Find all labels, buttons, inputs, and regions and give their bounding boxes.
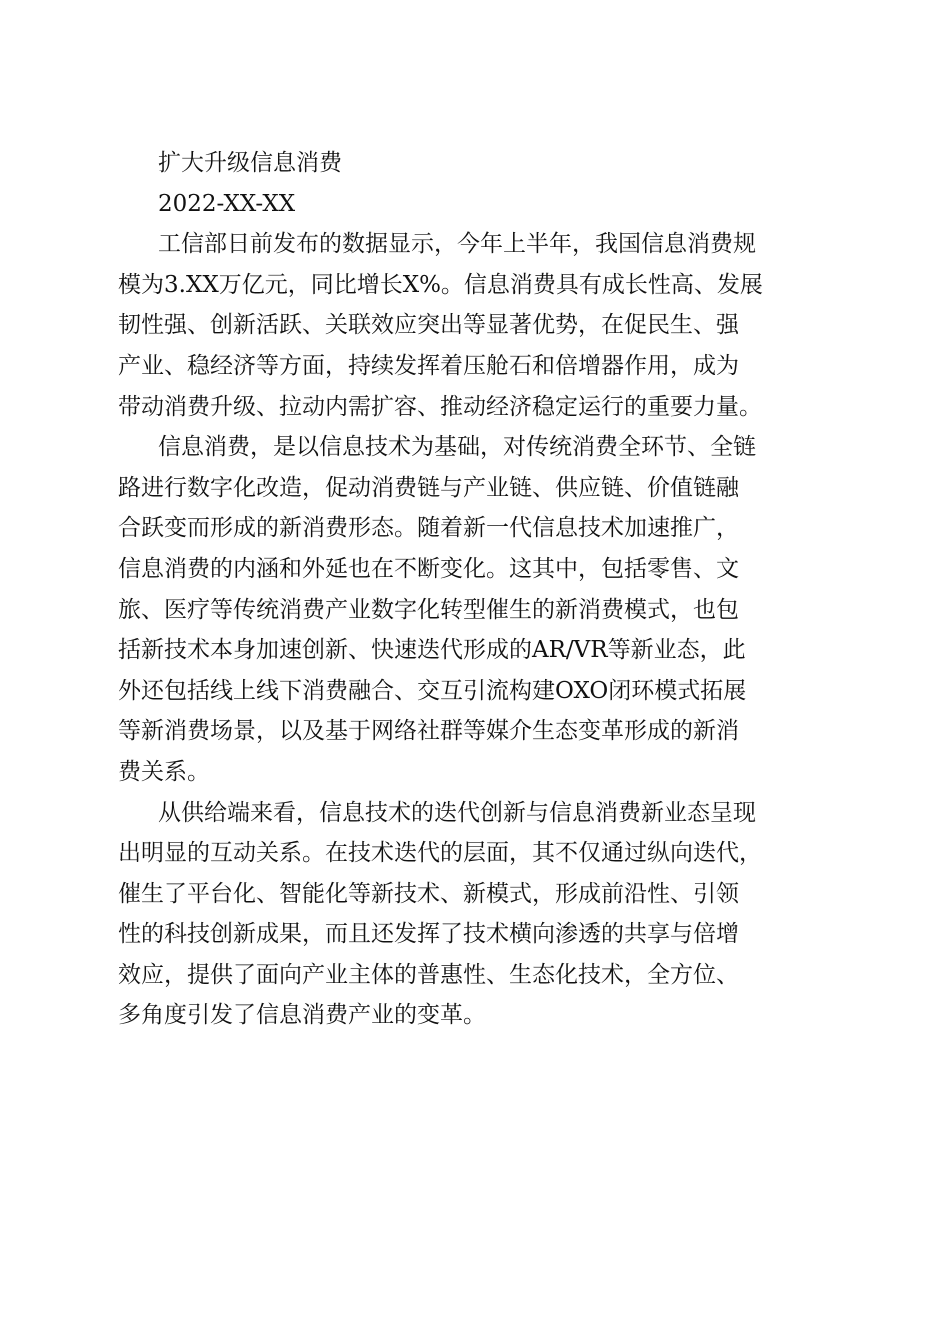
paragraph-2: [118, 427, 830, 792]
paragraph-line: 信息消费的内涵和外延也在不断变化。这其中，包括零售、文: [118, 555, 739, 582]
paragraph-line: 路进行数字化改造，促动消费链与产业链、供应链、价值链融: [118, 474, 739, 501]
paragraph-line: 合跃变而形成的新消费形态。随着新一代信息技术加速推广，: [118, 515, 739, 542]
paragraph-line: 效应，提供了面向产业主体的普惠性、生态化技术，全方位、: [118, 961, 739, 988]
paragraph-line: 信息消费，是以信息技术为基础，对传统消费全环节、全链: [158, 434, 756, 461]
paragraph-line: 催生了平台化、智能化等新技术、新模式，形成前沿性、引领: [118, 880, 739, 907]
paragraph-1: [118, 224, 830, 427]
paragraph-line: 韧性强、创新活跃、关联效应突出等显著优势，在促民生、强: [118, 312, 739, 339]
paragraph-line: 多角度引发了信息消费产业的变革。: [118, 1002, 486, 1029]
paragraph-line: 旅、医疗等传统消费产业数字化转型催生的新消费模式，也包: [118, 596, 739, 623]
paragraph-3: [118, 793, 830, 1037]
paragraph-line: 性的科技创新成果，而且还发挥了技术横向渗透的共享与倍增: [118, 921, 739, 948]
paragraph-line: 产业、稳经济等方面，持续发挥着压舱石和倍增器作用，成为: [118, 352, 739, 379]
paragraph-line: 费关系。: [118, 758, 210, 785]
paragraph-line: 从供给端来看，信息技术的迭代创新与信息消费新业态呈现: [158, 799, 756, 826]
document-body: [118, 143, 830, 1036]
paragraph-line: 括新技术本身加速创新、快速迭代形成的AR/VR等新业态，此: [118, 637, 746, 664]
document-title: 扩大升级信息消费: [158, 150, 342, 176]
paragraph-line: 等新消费场景，以及基于网络社群等媒介生态变革形成的新消: [118, 718, 739, 745]
paragraph-line: 模为3.XX万亿元，同比增长X%。信息消费具有成长性高、发展: [118, 271, 763, 298]
document-date: 2022-XX-XX: [158, 190, 296, 217]
paragraph-line: 工信部日前发布的数据显示，今年上半年，我国信息消费规: [158, 231, 756, 258]
paragraph-line: 带动消费升级、拉动内需扩容、推动经济稳定运行的重要力量。: [118, 393, 762, 420]
paragraph-line: 外还包括线上线下消费融合、交互引流构建OXO闭环模式拓展: [118, 677, 747, 704]
paragraph-line: 出明显的互动关系。在技术迭代的层面，其不仅通过纵向迭代，: [118, 840, 762, 867]
